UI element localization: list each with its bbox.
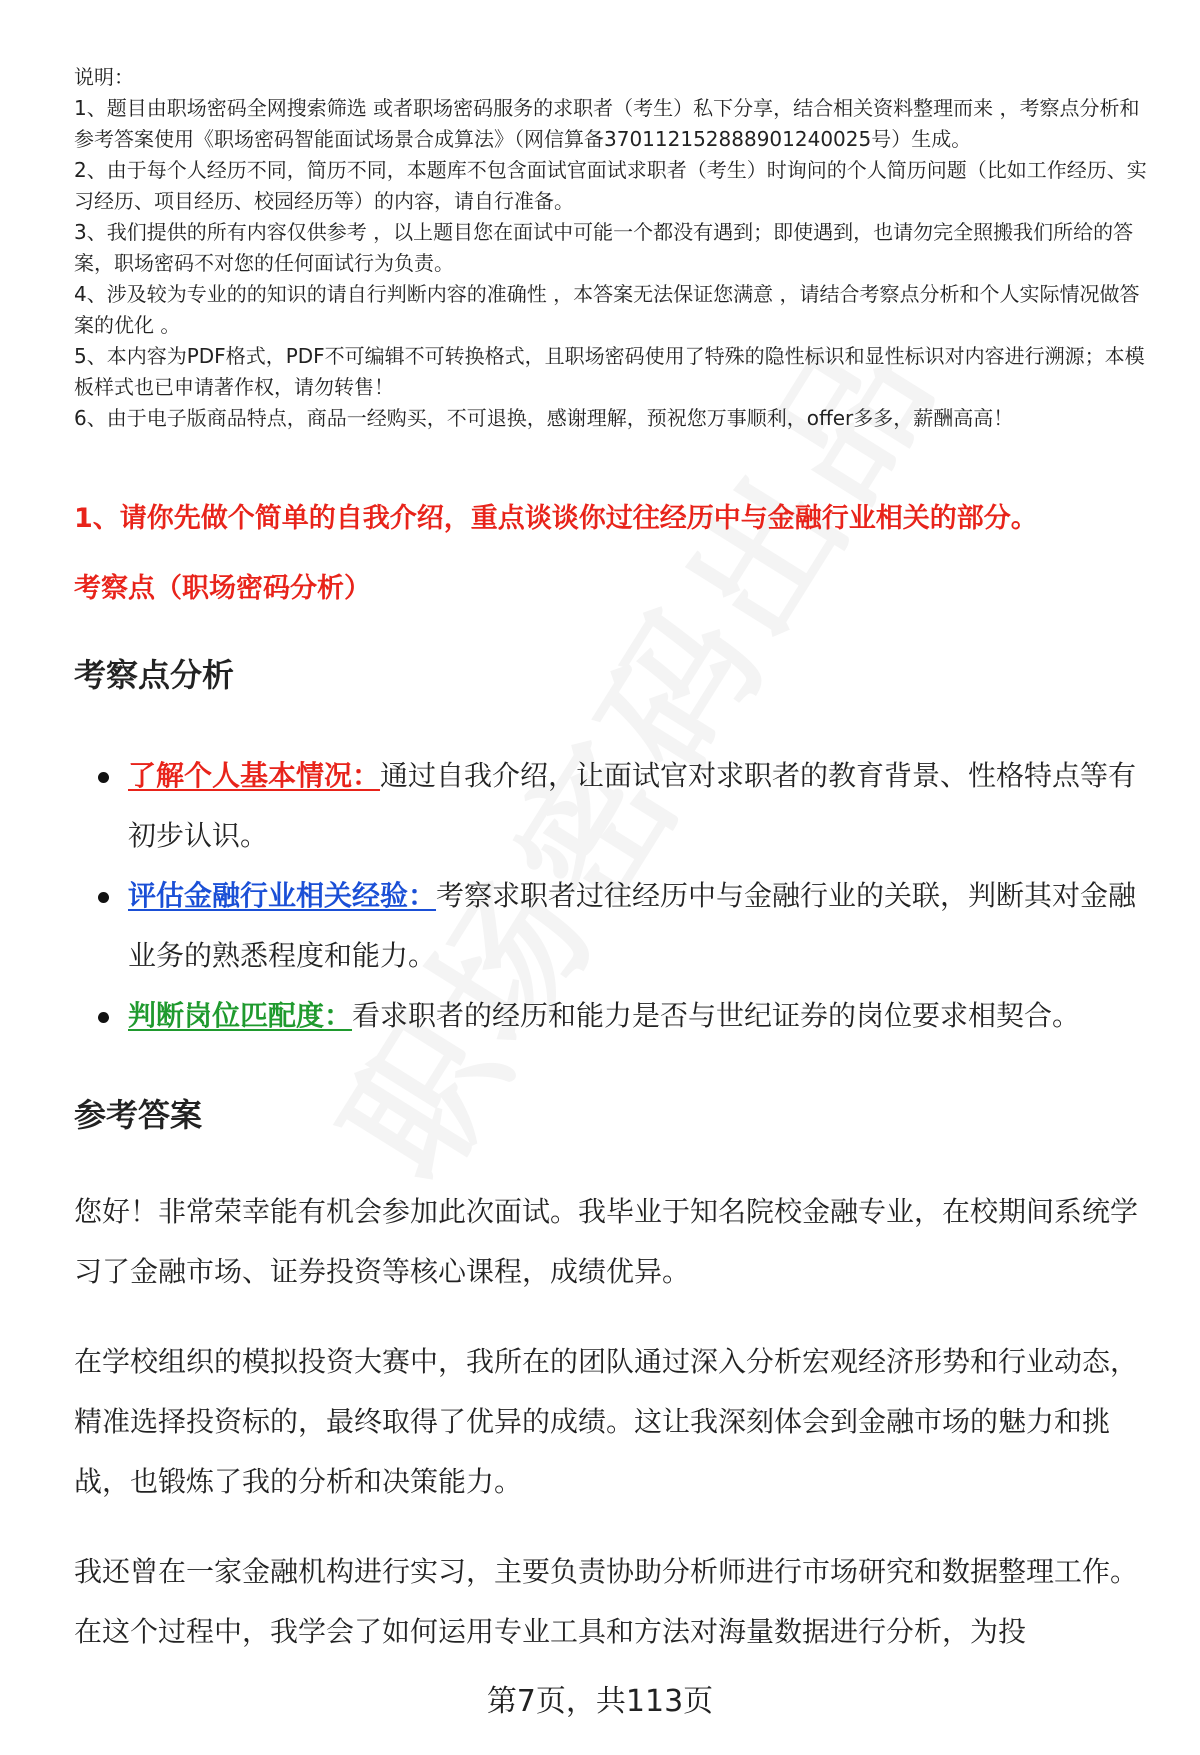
bullet-dot-icon	[98, 772, 109, 783]
bullet-dot-icon	[98, 892, 109, 903]
bullet-dot-icon	[98, 1012, 109, 1023]
analysis-bullet	[74, 866, 1154, 986]
notes-item: 1、题目由职场密码全网搜索筛选 或者职场密码服务的求职者（考生）私下分享，结合相关资料整理而来 ，考察点分析和参考答案使用《职场密码智能面试场景合成算法》（网信算备370112152888901240025号）生成。	[74, 96, 1140, 151]
notes-item: 6、由于电子版商品特点，商品一经购买，不可退换，感谢理解，预祝您万事顺利，offer多多，薪酬高高！	[74, 406, 1014, 430]
analysis-bullet	[74, 746, 1154, 866]
answer-paragraph: 在学校组织的模拟投资大赛中，我所在的团队通过深入分析宏观经济形势和行业动态，精准选择投资标的，最终取得了优异的成绩。这让我深刻体会到金融市场的魅力和挑战，也锻炼了我的分析和决策能力。	[74, 1345, 1139, 1498]
notes-heading: 说明：	[74, 65, 134, 89]
focus-title: 考察点（职场密码分析）	[74, 573, 371, 604]
analysis-heading: 考察点分析	[74, 656, 235, 694]
notes-item: 2、由于每个人经历不同，简历不同，本题库不包含面试官面试求职者（考生）时询问的个人简历问题（比如工作经历、实习经历、项目经历、校园经历等）的内容，请自行准备。	[74, 158, 1147, 213]
bullet-text: 看求职者的经历和能力是否与世纪证券的岗位要求相契合。	[352, 999, 1081, 1032]
analysis-list	[74, 746, 1154, 1046]
notes-block	[74, 62, 1154, 434]
answer-paragraph: 您好！非常荣幸能有机会参加此次面试。我毕业于知名院校金融专业，在校期间系统学习了金融市场、证券投资等核心课程，成绩优异。	[74, 1195, 1139, 1288]
notes-item: 3、我们提供的所有内容仅供参考 ，以上题目您在面试中可能一个都没有遇到；即使遇到，也请勿完全照搬我们所给的答案，职场密码不对您的任何面试行为负责。	[74, 220, 1134, 275]
notes-item: 4、涉及较为专业的的知识的请自行判断内容的准确性 ，本答案无法保证您满意 ，请结合考察点分析和个人实际情况做答案的优化 。	[74, 282, 1140, 337]
answer-heading: 参考答案	[74, 1096, 203, 1134]
bullet-key: 了解个人基本情况：	[128, 759, 381, 792]
bullet-key: 判断岗位匹配度：	[128, 999, 353, 1032]
notes-item: 5、本内容为PDF格式，PDF不可编辑不可转换格式，且职场密码使用了特殊的隐性标识和显性标识对内容进行溯源；本模板样式也已申请著作权，请勿转售！	[74, 344, 1145, 399]
answer-body	[74, 1182, 1154, 1692]
question-title: 1、请你先做个简单的自我介绍，重点谈谈你过往经历中与金融行业相关的部分。	[74, 503, 1038, 534]
bullet-key: 评估金融行业相关经验：	[128, 879, 437, 912]
page-footer: 第7页，共113页	[486, 1684, 714, 1719]
bullet-text: 考察求职者过往经历中与金融行业的关联，判断其对金融业务的熟悉程度和能力。	[128, 879, 1137, 972]
bullet-text: 通过自我介绍，让面试官对求职者的教育背景、性格特点等有初步认识。	[128, 759, 1137, 852]
analysis-bullet	[74, 986, 1154, 1046]
answer-paragraph: 我还曾在一家金融机构进行实习，主要负责协助分析师进行市场研究和数据整理工作。在这个过程中，我学会了如何运用专业工具和方法对海量数据进行分析，为投	[74, 1555, 1139, 1648]
